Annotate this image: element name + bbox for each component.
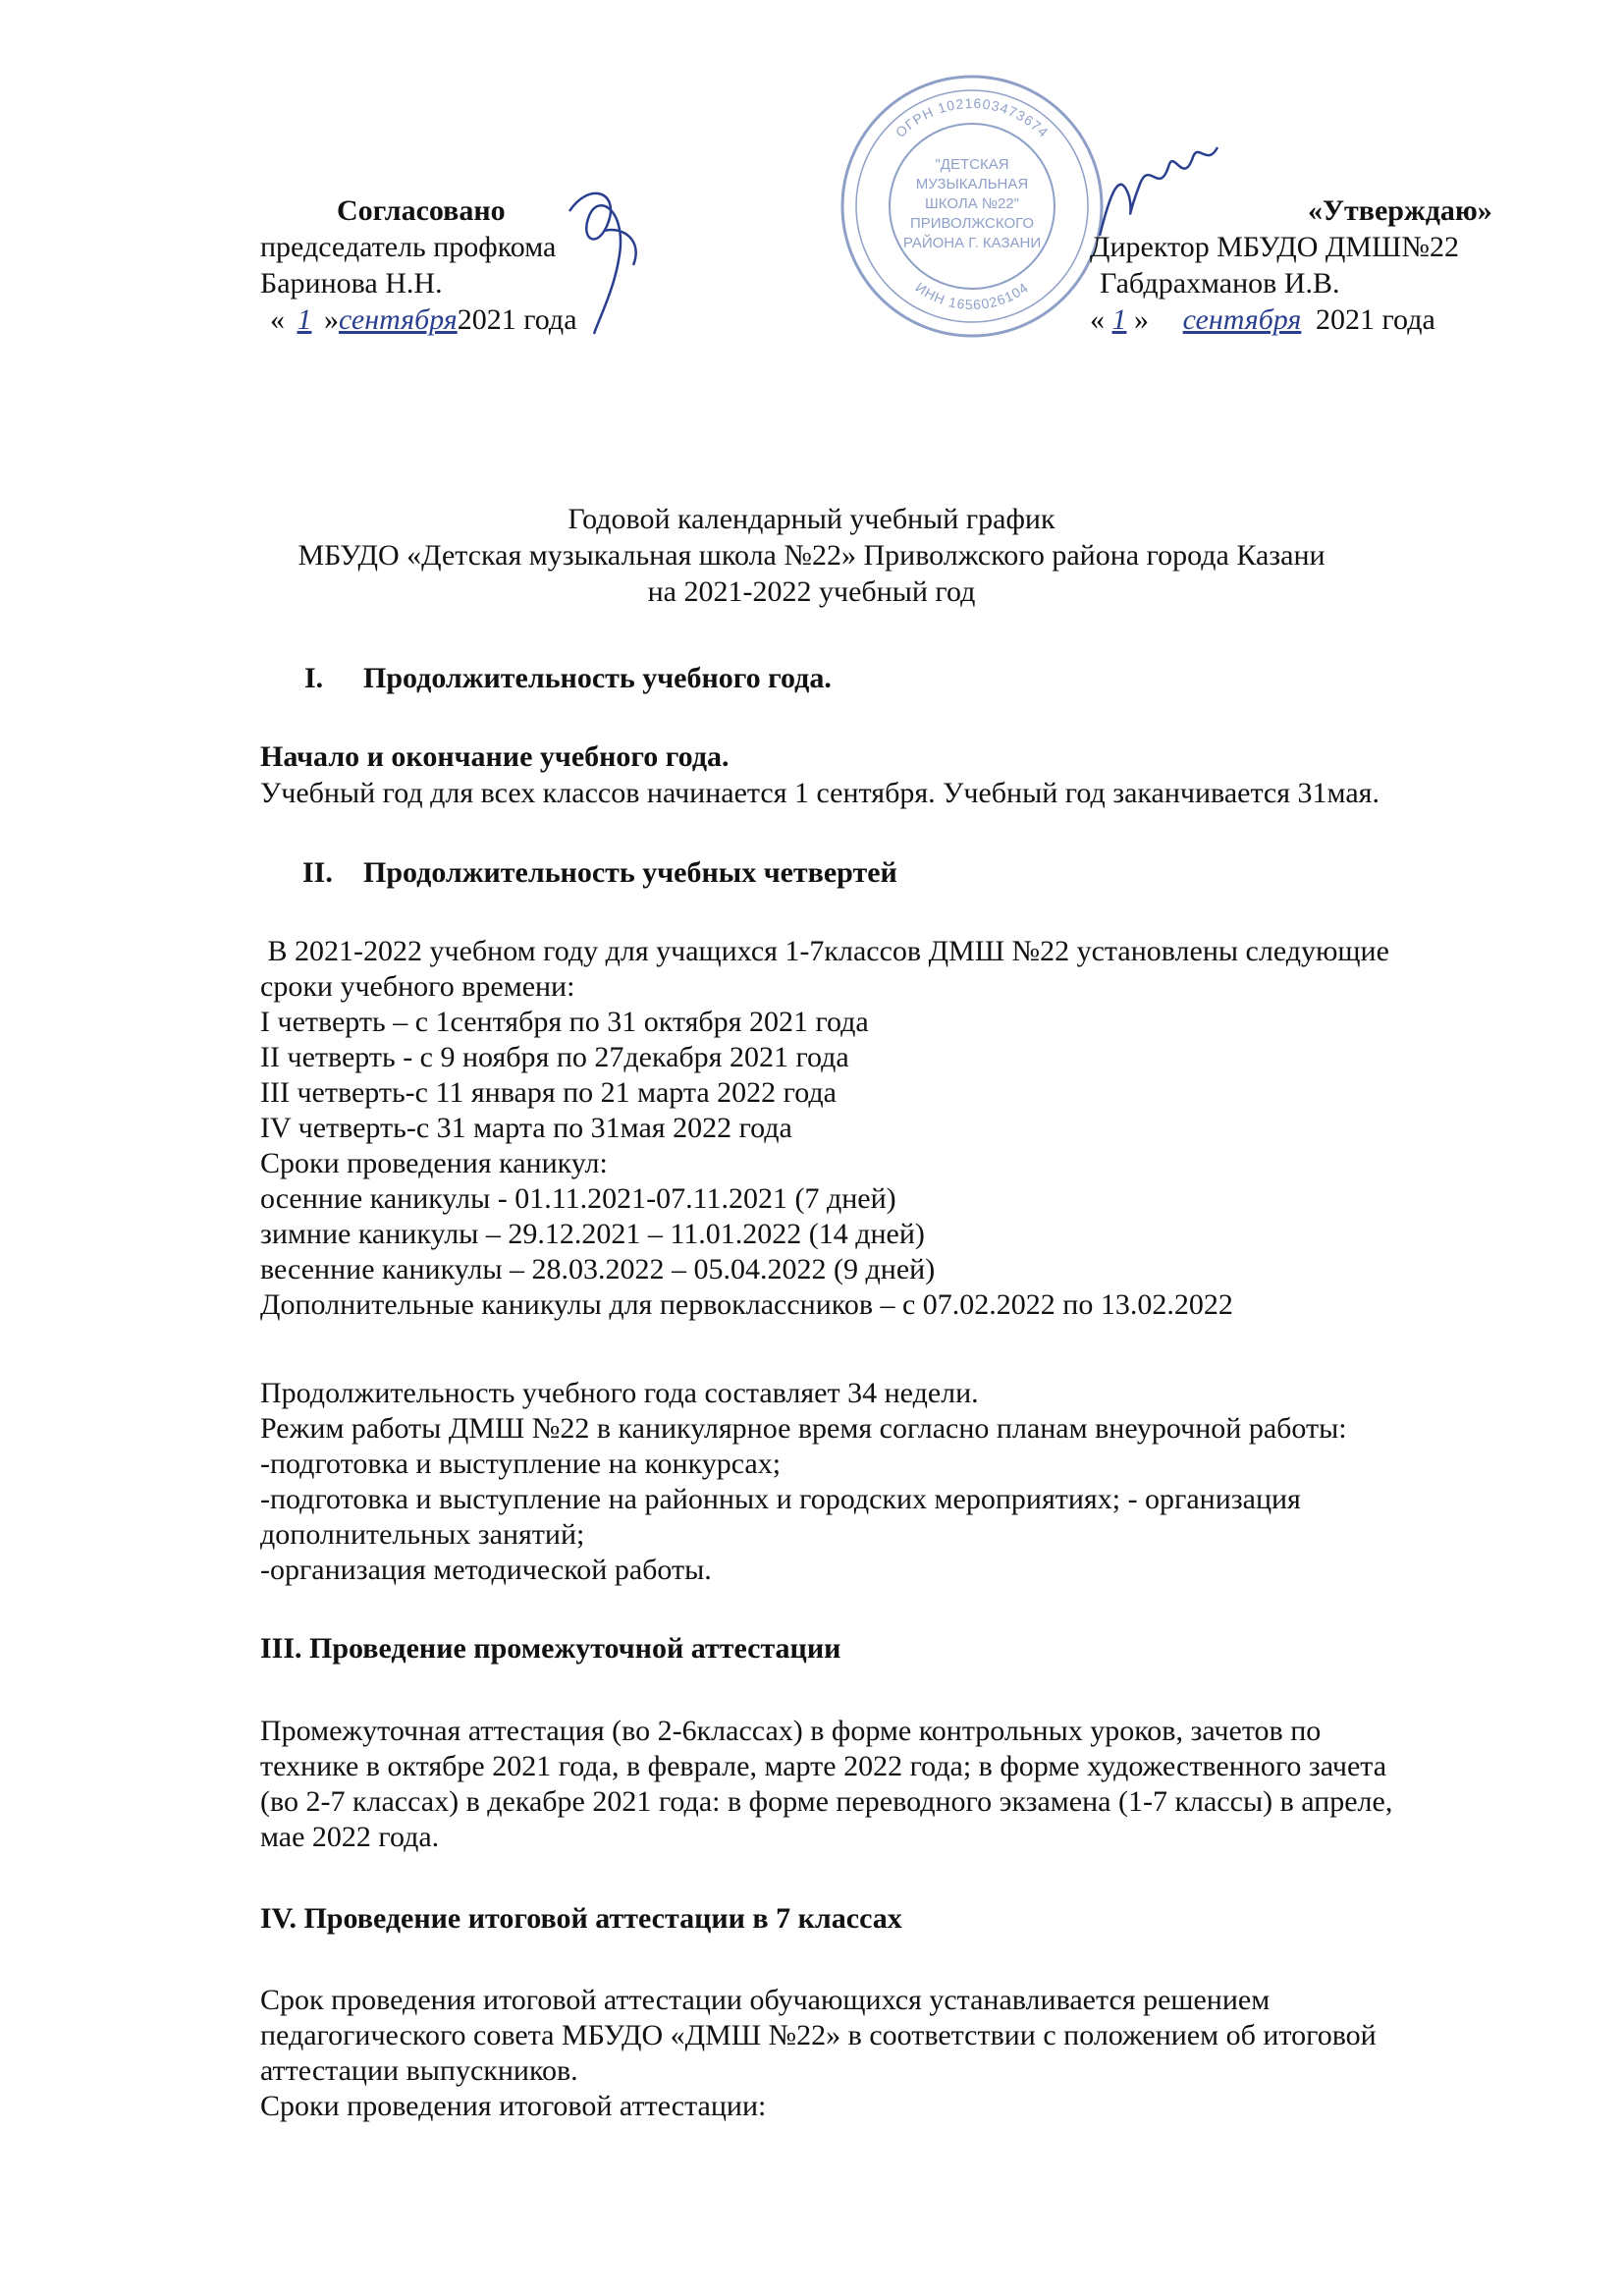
approved-label: «Утверждаю» (1308, 194, 1492, 227)
quarter-1: I четверть – с 1сентября по 31 октября 2021 года (260, 1006, 869, 1038)
section-3-line-2: технике в октябре 2021 года, в феврале, марте 2022 года; в форме художественного зачета (260, 1750, 1387, 1782)
agreed-position: председатель профкома (260, 231, 557, 263)
agreed-name: Баринова Н.Н. (260, 267, 443, 300)
section-3-line-4: мае 2022 года. (260, 1821, 440, 1853)
stamp-line-2: МУЗЫКАЛЬНАЯ (915, 176, 1029, 192)
title-line-1: Годовой календарный учебный график (568, 503, 1055, 535)
quarter-3: III четверть-с 11 января по 21 марта 2022 года (260, 1076, 837, 1109)
approved-date-open: « (1090, 303, 1105, 336)
section-4-line-1: Срок проведения итоговой аттестации обучающихся устанавливается решением (260, 1984, 1271, 2016)
section-4-line-2: педагогического совета МБУДО «ДМШ №22» в соответствии с положением об итоговой (260, 2019, 1377, 2051)
stamp-line-5: РАЙОНА Г. КАЗАНИ (902, 235, 1042, 251)
approved-name: Габдрахманов И.В. (1100, 267, 1340, 300)
section-1-subheading: Начало и окончание учебного года. (260, 740, 730, 773)
mode-item-2b: дополнительных занятий; (260, 1518, 585, 1551)
mode-item-1: -подготовка и выступление на конкурсах; (260, 1448, 782, 1480)
document-title (0, 501, 1623, 610)
holiday-winter: зимние каникулы – 29.12.2021 – 11.01.2022 (14 дней) (260, 1218, 925, 1250)
section-4-line-3: аттестации выпускников. (260, 2054, 578, 2087)
section-3-line-3: (во 2-7 классах) в декабре 2021 года: в форме переводного экзамена (1-7 классы) в апреле, (260, 1785, 1393, 1818)
holiday-spring: весенние каникулы – 28.03.2022 – 05.04.2022 (9 дней) (260, 1253, 936, 1285)
agreed-date-open: « (270, 303, 285, 336)
section-1-heading: Продолжительность учебного года. (363, 662, 832, 694)
stamp-line-4: ПРИВОЛЖСКОГО (909, 215, 1035, 232)
quarter-2: II четверть - с 9 ноября по 27декабря 2021 года (260, 1041, 849, 1073)
agreed-label: Согласовано (337, 194, 506, 227)
section-3-heading: III. Проведение промежуточной аттестации (260, 1632, 841, 1665)
title-line-3: на 2021-2022 учебный год (647, 575, 976, 608)
holiday-autumn: осенние каникулы - 01.11.2021-07.11.2021 (7 дней) (260, 1182, 896, 1215)
svg-text:ОГРН 1021603473674 (893, 95, 1052, 140)
section-1-text: Учебный год для всех классов начинается 1 сентября. Учебный год заканчивается 31мая. (260, 777, 1380, 809)
approved-date-day: 1 (1111, 303, 1127, 336)
stamp-ring-bottom: ИНН 1656026104 (912, 279, 1032, 313)
section-2-heading: Продолжительность учебных четвертей (363, 856, 897, 889)
holidays-label: Сроки проведения каникул: (260, 1147, 608, 1179)
section-3-line-1: Промежуточная аттестация (во 2-6классах) в форме контрольных уроков, зачетов по (260, 1715, 1322, 1747)
holiday-mode: Режим работы ДМШ №22 в каникулярное время согласно планам внеурочной работы: (260, 1412, 1347, 1445)
mode-item-2a: -подготовка и выступление на районных и городских мероприятиях; - организация (260, 1483, 1301, 1515)
agreed-date-month: сентября (339, 303, 458, 336)
stamp-line-3: ШКОЛА №22" (925, 195, 1019, 212)
agreed-date (270, 301, 577, 338)
section-1-number: I. (304, 662, 324, 694)
section-2-number: II. (302, 856, 333, 889)
svg-text:ИНН 1656026104 (913, 279, 1032, 312)
holiday-extra: Дополнительные каникулы для первоклассников – с 07.02.2022 по 13.02.2022 (260, 1288, 1233, 1321)
agreed-date-mid: » (324, 303, 339, 336)
mode-item-3: -организация методической работы. (260, 1554, 712, 1586)
stamp-line-1: "ДЕТСКАЯ (935, 156, 1009, 173)
section-4-line-4: Сроки проведения итоговой аттестации: (260, 2090, 767, 2122)
stamp-ring-top: ОГРН 1021603473674 (892, 94, 1053, 140)
school-stamp (835, 69, 1109, 344)
approved-date-year: 2021 года (1316, 303, 1435, 336)
approved-position: Директор МБУДО ДМШ№22 (1090, 231, 1459, 263)
approved-date-mid: » (1134, 303, 1149, 336)
approved-date-month: сентября (1182, 303, 1302, 336)
quarter-4: IV четверть-с 31 марта по 31мая 2022 года (260, 1112, 792, 1144)
approved-date (1090, 301, 1435, 338)
agreed-date-year: 2021 года (457, 303, 577, 336)
section-4-heading: IV. Проведение итоговой аттестации в 7 классах (260, 1902, 902, 1935)
section-2-intro-2: сроки учебного времени: (260, 970, 575, 1003)
agreed-date-day: 1 (297, 303, 312, 336)
section-2-intro-1: В 2021-2022 учебном году для учащихся 1-7классов ДМШ №22 установлены следующие (260, 935, 1389, 967)
title-line-2: МБУДО «Детская музыкальная школа №22» Приволжского района города Казани (298, 539, 1325, 572)
year-duration: Продолжительность учебного года составляет 34 недели. (260, 1377, 979, 1409)
